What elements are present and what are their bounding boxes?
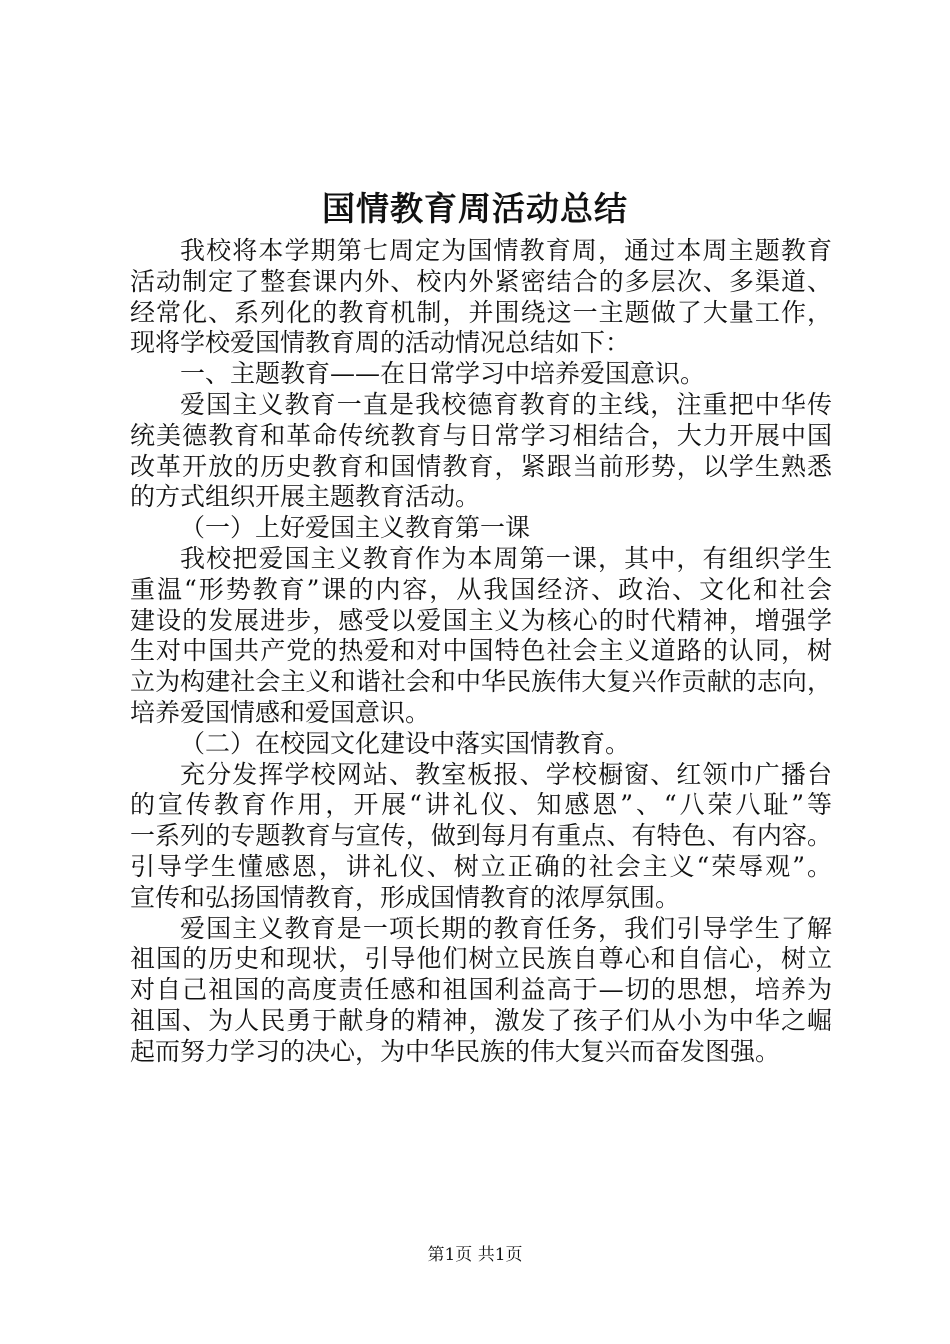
text-line: 现将学校爱国情教育周的活动情况总结如下： xyxy=(130,328,631,358)
text-line: 活动制定了整套课内外、校内外紧密结合的多层次、多渠道、 xyxy=(130,266,832,296)
text-line: 祖国的历史和现状，引导他们树立民族自尊心和自信心，树立 xyxy=(130,944,832,974)
text-line: 的宣传教育作用，开展“讲礼仪、知感恩”、“八荣八耻”等 xyxy=(130,790,832,820)
document-body xyxy=(130,236,832,1068)
text-line: （一）上好爱国主义教育第一课 xyxy=(180,513,531,543)
text-line: 祖国、为人民勇于献身的精神，激发了孩子们从小为中华之崛 xyxy=(130,1005,832,1035)
text-line: 对自己祖国的高度责任感和祖国利益高于—切的思想，培养为 xyxy=(130,975,832,1005)
text-line: 建设的发展进步，感受以爱国主义为核心的时代精神，增强学 xyxy=(130,605,832,635)
text-line: 起而努力学习的决心，为中华民族的伟大复兴而奋发图强。 xyxy=(130,1036,781,1066)
text-line: 爱国主义教育一直是我校德育教育的主线，注重把中华传 xyxy=(180,389,832,419)
text-line: 宣传和弘扬国情教育，形成国情教育的浓厚氛围。 xyxy=(130,882,681,912)
text-line: 改革开放的历史教育和国情教育，紧跟当前形势，以学生熟悉 xyxy=(130,451,832,481)
text-line: 生对中国共产党的热爱和对中国特色社会主义道路的认同，树 xyxy=(130,636,832,666)
text-line: （二）在校园文化建设中落实国情教育。 xyxy=(180,728,631,758)
text-line: 充分发挥学校网站、教室板报、学校橱窗、红领巾广播台 xyxy=(180,759,832,789)
text-line: 的方式组织开展主题教育活动。 xyxy=(130,482,481,512)
text-line: 我校将本学期第七周定为国情教育周，通过本周主题教育 xyxy=(180,236,832,265)
text-line: 爱国主义教育是一项长期的教育任务，我们引导学生了解 xyxy=(180,913,832,943)
page-footer: 第1页 共1页 xyxy=(427,1245,523,1265)
text-line: 经常化、系列化的教育机制，并围绕这一主题做了大量工作， xyxy=(130,297,832,327)
text-line: 一、主题教育——在日常学习中培养爱国意识。 xyxy=(180,359,706,389)
text-line: 立为构建社会主义和谐社会和中华民族伟大复兴作贡献的志向， xyxy=(130,667,832,697)
text-line: 一系列的专题教育与宣传，做到每月有重点、有特色、有内容。 xyxy=(130,821,832,851)
text-line: 我校把爱国主义教育作为本周第一课，其中，有组织学生 xyxy=(180,543,832,573)
text-line: 培养爱国情感和爱国意识。 xyxy=(130,697,431,727)
text-line: 引导学生懂感恩，讲礼仪、树立正确的社会主义“荣辱观”。 xyxy=(130,851,832,881)
text-line: 重温“形势教育”课的内容，从我国经济、政治、文化和社会 xyxy=(130,574,832,604)
text-line: 统美德教育和革命传统教育与日常学习相结合，大力开展中国 xyxy=(130,420,832,450)
document-title: 国情教育周活动总结 xyxy=(322,189,628,228)
